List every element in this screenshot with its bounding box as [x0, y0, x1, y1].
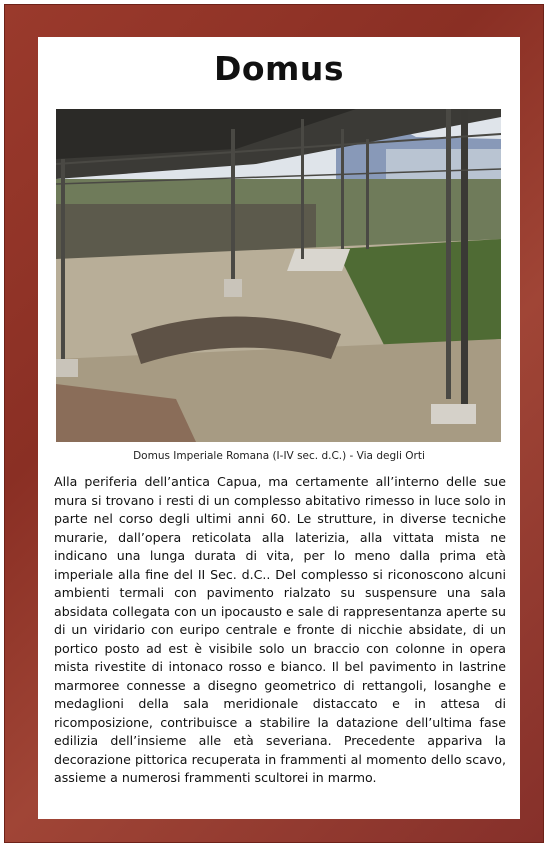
poster-panel — [38, 37, 520, 819]
excavation-photo — [56, 109, 501, 442]
photo-caption: Domus Imperiale Romana (I-IV sec. d.C.) - Via degli Orti — [133, 450, 425, 462]
description-text: Alla periferia dell’antica Capua, ma certamente all’interno delle sue mura si trovano i resti di un complesso abitativo rimesso in luce solo in parte nel corso degli ultimi anni 60. Le strutture, in diverse tecniche murarie, dall’opera reticolata alla laterizia, alla vittata mista ne indicano una lunga durata di vita, per lo meno dalla prima età imperiale alla fine del II Sec. d.C.. Del complesso si riconoscono alcuni ambienti termali con pavimento rialzato su suspensure una sala absidata collegata con un ipocausto e sale di rappresentanza aperte su di un viridario con euripo centrale e fronte di nicchie absidate, di un portico posto ad est è visibile solo un braccio con colonne in opera mista rivestite di intonaco rosso e bianco. Il bel pavimento in lastrine marmoree connesse a disegno geometrico di rettangoli, losanghe e medaglioni della sala meridionale distaccato e in attesa di ricomposizione, contribuisce a stabilire la datazione dell’ultima fase edilizia dell’insieme alle età severiana. Precedente appariva la decorazione pittorica recuperata in frammenti al momento dello scavo, assieme a numerosi frammenti scultorei in marmo. — [54, 474, 506, 785]
poster-frame — [4, 4, 544, 843]
poster-title: Domus — [213, 49, 345, 88]
